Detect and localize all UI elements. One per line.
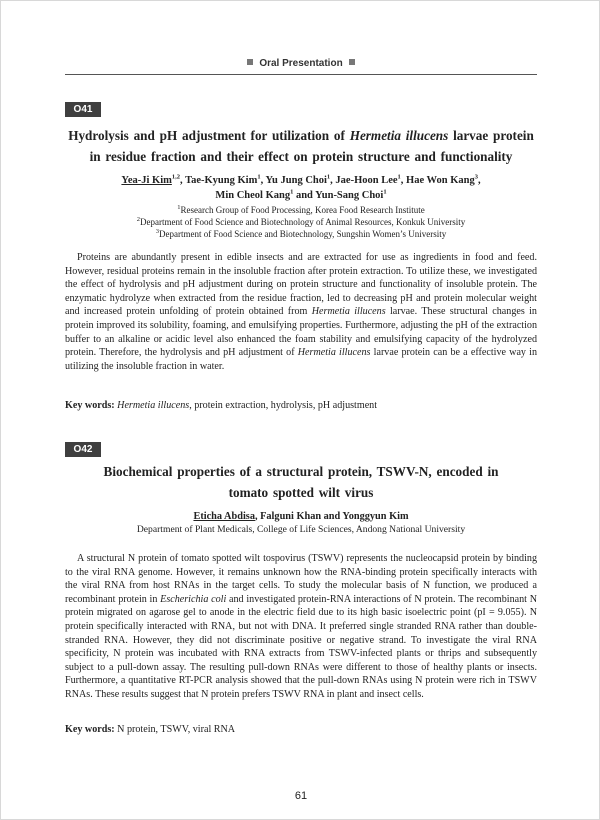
keywords-values: N protein, TSWV, viral RNA <box>114 724 236 735</box>
abstract-title-o42 <box>65 461 537 503</box>
affiliation-text: Research Group of Food Processing, Korea Food Research Institute <box>180 205 425 215</box>
affiliation-marker: 1,2 <box>171 173 180 181</box>
author-name: Tae-Kyung Kim <box>185 175 258 186</box>
author-list-o41 <box>65 173 537 203</box>
affiliation-marker: 1 <box>290 188 294 196</box>
italic-term: Hermetia illucens <box>311 306 386 318</box>
affiliation-text: Department of Food Science and Biotechnology, Sungshin Women’s University <box>159 229 447 239</box>
abstract-body-o42 <box>65 552 537 702</box>
author-separator: , <box>330 175 336 186</box>
header-divider <box>65 74 537 75</box>
affiliation-marker: 1 <box>326 173 331 181</box>
affiliation-marker: 1 <box>397 173 401 181</box>
title-line: tomato spotted wilt virus <box>228 485 374 500</box>
keywords-values: , protein extraction, hydrolysis, pH adjustment <box>189 400 378 411</box>
abstract-title-o41 <box>65 125 537 167</box>
abstract-text: larvae protein can be a effective way in utilizing the insoluble fraction in water. <box>65 347 538 372</box>
affiliation-line <box>65 228 537 240</box>
title-text: Hydrolysis and pH adjustment for utilization of <box>68 128 350 143</box>
affiliation-marker: 1 <box>177 204 181 211</box>
title-text: larvae protein in residue fraction and their effect on protein structure and functionality <box>89 128 534 164</box>
title-species-italic: Hermetia illucens <box>349 128 449 143</box>
affiliation-line <box>65 216 537 228</box>
affiliation-marker: 3 <box>155 228 159 235</box>
affiliation-text: Department of Food Science and Biotechnology of Animal Resources, Konkuk University <box>140 217 466 227</box>
square-bullet-icon <box>247 59 253 65</box>
italic-term: Hermetia illucens <box>297 347 371 359</box>
affiliation-marker: 2 <box>136 216 141 223</box>
abstract-text: and investigated protein-RNA interactions of N protein. The recombinant N protein migrated on agarose gel to anode in the electric field due to its high basic isoelectric point (pI = 9.055). N protein specifically interacted with RNA, but not with DNA. It preferred single stranded RNA rather than double-stranded RNA. However, they did not discriminate positive or negative strand. To investigate the viral RNA specificity, N protein was incubated with RNA extracts from TSWV-infected plants or thrips and subsequently subject to a pull-down assay. The resulting pull-down RNAs were different to those of healthy plants or insects. Furthermore, a quantitative RT-PCR analysis showed that the pull-down RNAs using N protein were rich in TSWV RNAs. These results suggest that N protein prefers TSWV RNA in plant and insect cells. <box>65 593 538 700</box>
affiliation-o42: Department of Plant Medicals, College of Life Sciences, Andong National University <box>136 524 466 535</box>
keywords-label: Key words: <box>65 400 115 411</box>
page-number: 61 <box>294 790 308 802</box>
abstract-body-o41 <box>65 251 537 373</box>
abstract-id-badge-o41: O41 <box>65 102 101 117</box>
author-separator: , <box>180 175 186 186</box>
author-separator: , <box>477 175 481 186</box>
affiliation-marker: 1 <box>257 173 261 181</box>
author-list-o42 <box>65 509 537 524</box>
presenting-author: Eticha Abdisa <box>193 511 255 522</box>
author-name: Jae-Hoon Lee <box>335 175 398 186</box>
italic-term: Escherichia coli <box>160 593 227 605</box>
square-bullet-icon <box>349 59 355 65</box>
author-name: Hae Won Kang <box>406 175 475 186</box>
keywords-o41 <box>65 400 537 411</box>
keywords-label: Key words: <box>65 724 115 735</box>
author-name: Yun-Sang Choi <box>315 190 384 201</box>
author-name: Yu Jung Choi <box>265 175 327 186</box>
author-separator: and <box>293 190 316 201</box>
affiliation-line <box>65 204 537 216</box>
section-header-label: Oral Presentation <box>259 58 343 69</box>
abstract-id-badge-o42: O42 <box>65 442 101 457</box>
abstract-text: larvae. These structural changes in protein improved its solubility, foaming, and emulsifying properties. Furthermore, adjusting the pH of the extraction buffer to an alkaline or acidic level also enhanced the foam stability and emulsifying capacity of the hydrolyzed protein. Therefore, the hydrolysis and pH adjustment of <box>65 306 537 359</box>
keywords-o42 <box>65 724 537 735</box>
author-name: Min Cheol Kang <box>215 190 291 201</box>
affiliation-list-o41 <box>65 204 537 240</box>
affiliation-marker: 3 <box>474 173 478 181</box>
title-line: Biochemical properties of a structural protein, TSWV-N, encoded in <box>103 464 499 479</box>
abstract-text: A structural N protein of tomato spotted wilt tospovirus (TSWV) represents the nucleocapsid protein by binding to the viral RNA genome. However, it remains unknown how the RNA-binding protein specifically interacts with the viral RNA from host RNAs in the target cells. To study the molecular basis of N function, we produced a recombinant protein in <box>65 553 537 605</box>
section-header <box>1 58 600 69</box>
author-separator: , <box>260 175 266 186</box>
affiliation-marker: 1 <box>383 188 387 196</box>
presenting-author: Yea-Ji Kim <box>121 175 172 186</box>
co-authors: , Falguni Khan and Yonggyun Kim <box>254 511 409 522</box>
keywords-species: Hermetia illucens <box>114 400 190 411</box>
author-separator: , <box>400 175 407 186</box>
abstract-text: Proteins are abundantly present in edible insects and are extracted for use as ingredients in food and feed. However, residual proteins remain in the insoluble fraction after protein extraction. To utilize these, we investigated the effect of hydrolysis and pH adjustment during on protein structure and functionality of insoluble protein. The enzymatic hydrolyze when extracted from the residue fraction, led to decreasing pH and protein molecular weight and increased protein unfolding of protein obtained from <box>65 252 537 318</box>
